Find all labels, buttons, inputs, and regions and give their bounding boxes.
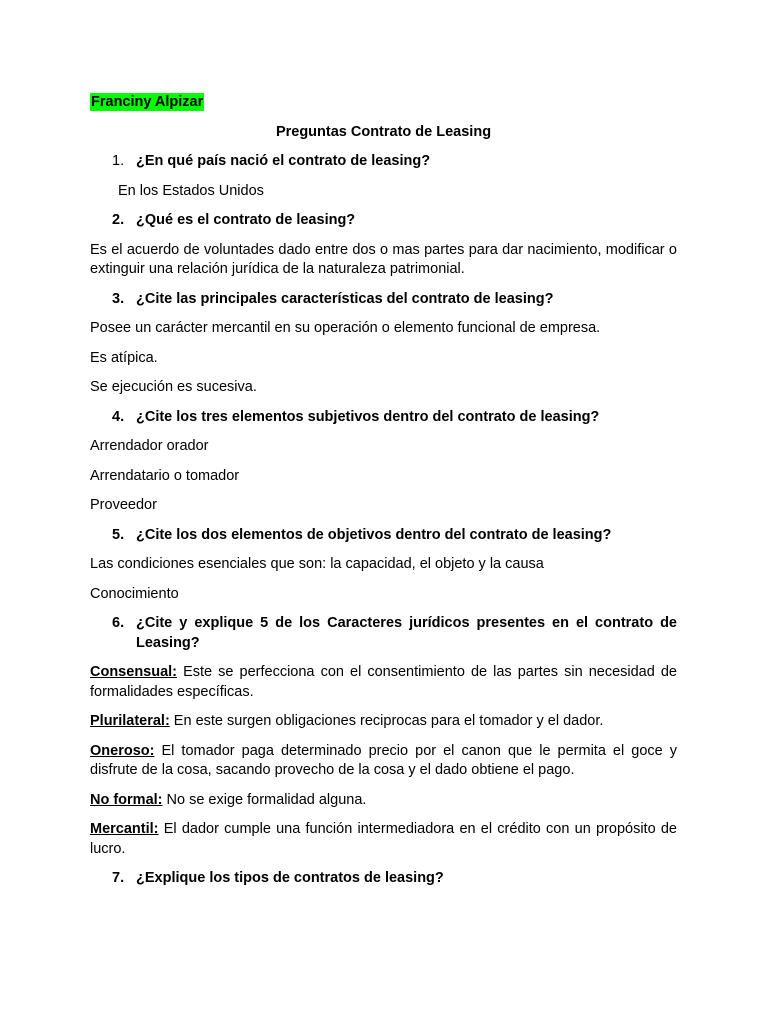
question-5-number: 5. [112,526,125,543]
question-1-text: ¿En qué país nació el contrato de leasing? [136,153,431,169]
term-label: Mercantil: [90,821,159,837]
answer-6-item-1 [90,663,677,702]
answer-5-line-2: Conocimiento [90,585,179,602]
question-4-number: 4. [112,408,125,425]
term-label: Oneroso: [90,742,155,759]
question-3-number: 3. [112,290,125,307]
question-5-text: ¿Cite los dos elementos de objetivos dentro del contrato de leasing? [136,526,612,543]
answer-6-item-4 [90,791,677,811]
document-title: Preguntas Contrato de Leasing [275,123,492,140]
answer-3-line-1: Posee un carácter mercantil en su operación o elemento funcional de empresa. [90,320,601,336]
question-3 [90,290,677,310]
term-description: Este se perfecciona con el consentimiento de las partes sin necesidad de formalidades específicas. [90,664,677,700]
answer-2: Es el acuerdo de voluntades dado entre dos o mas partes para dar nacimiento, modificar o extinguir una relación jurídica de la naturaleza patrimonial. [90,241,677,277]
question-2-number: 2. [112,212,125,228]
answer-5-line-1: Las condiciones esenciales que son: la capacidad, el objeto y la causa [90,556,544,572]
question-6 [90,614,677,653]
answer-4-line-3: Proveedor [90,497,157,513]
question-7 [90,869,677,889]
question-6-text: ¿Cite y explique 5 de los Caracteres jurídicos presentes en el contrato de Leasing? [136,615,677,651]
question-7-text: ¿Explique los tipos de contratos de leasing? [136,870,444,886]
question-3-text: ¿Cite las principales características del contrato de leasing? [136,290,554,307]
question-7-number: 7. [112,870,125,886]
author-name: Franciny Alpizar [91,94,204,110]
answer-3-line-2: Es atípica. [90,349,158,366]
term-description: En este surgen obligaciones reciprocas para el tomador y el dador. [169,713,604,729]
answer-4-line-1: Arrendador orador [90,438,209,454]
question-2 [90,211,677,231]
question-5 [90,526,677,546]
document-page [90,93,677,889]
question-6-number: 6. [112,615,125,631]
answer-6-item-3 [90,742,677,781]
answer-3-line-3: Se ejecución es sucesiva. [90,379,257,395]
term-label: Plurilateral: [90,713,170,729]
term-description: No se exige formalidad alguna. [162,791,367,808]
term-description: El tomador paga determinado precio por el canon que le permita el goce y disfrute de la cosa, sacando provecho de la cosa y el dado obtiene el pago. [90,742,677,778]
term-label: Consensual: [90,664,178,680]
question-1 [90,152,677,172]
answer-1: En los Estados Unidos [118,182,264,199]
answer-6-item-2 [90,712,677,732]
answer-6-item-5 [90,820,677,859]
term-description: El dador cumple una función intermediadora en el crédito con un propósito de lucro. [90,821,677,857]
term-label: No formal: [90,791,163,808]
question-4 [90,408,677,428]
question-2-text: ¿Qué es el contrato de leasing? [136,212,356,228]
question-1-number: 1. [112,153,125,169]
question-4-text: ¿Cite los tres elementos subjetivos dentro del contrato de leasing? [136,408,600,425]
answer-4-line-2: Arrendatario o tomador [90,467,240,484]
author-line [90,93,677,113]
